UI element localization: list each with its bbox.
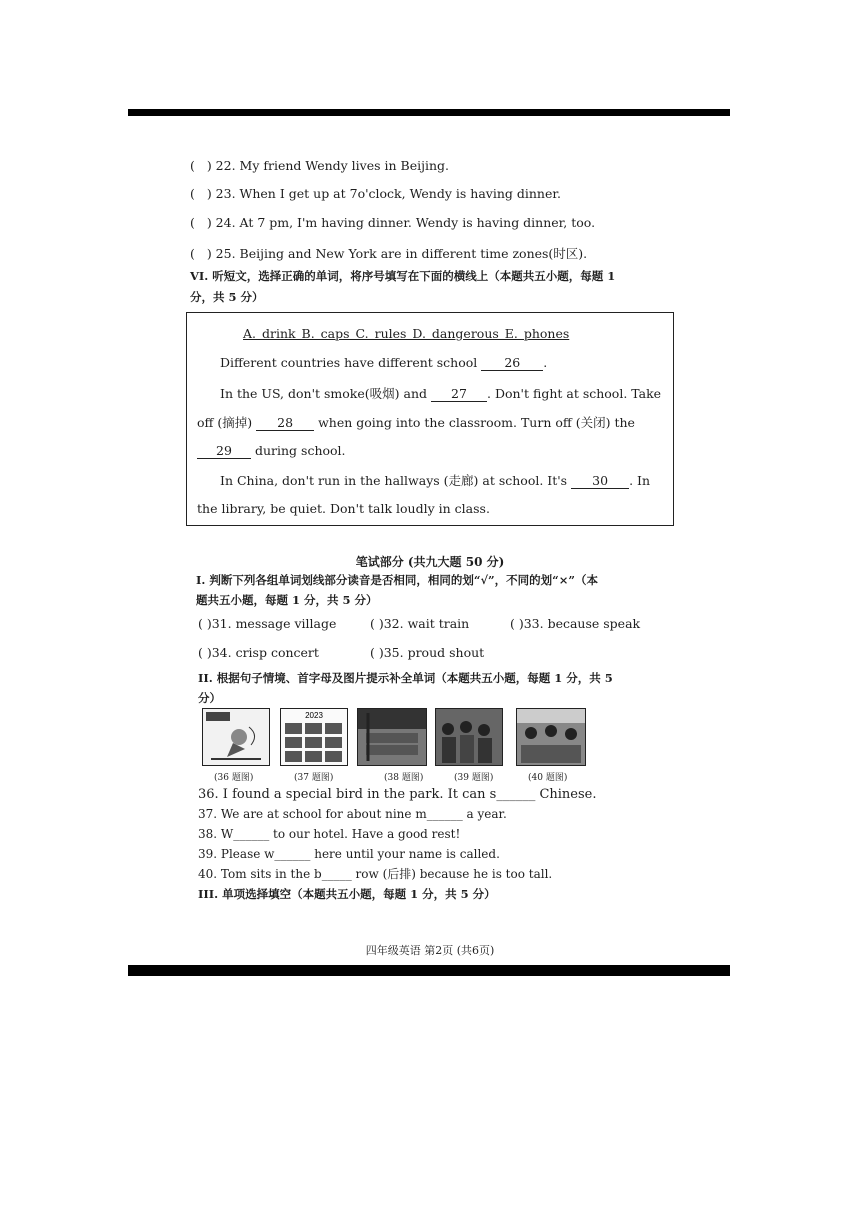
section-2-heading-cont: 分） [198, 691, 221, 705]
question-23: ( ) 23. When I get up at 7o'clock, Wendy is having dinner. [190, 186, 561, 201]
picture-label-38: (38 题图) [384, 773, 424, 783]
passage-line-5: In China, don't run in the hallways (走廊) at school. It's 30 . In [220, 473, 651, 488]
blank-30: 30 [571, 473, 629, 489]
page-footer: 四年级英语 第2页 (共6页) [365, 944, 495, 957]
word-bank: A. drink B. caps C. rules D. dangerous E. phones [243, 326, 570, 341]
blank-26: 26 [481, 355, 543, 371]
question-22: ( ) 22. My friend Wendy lives in Beijing. [190, 158, 450, 173]
question-32: ( )32. wait train [370, 616, 470, 631]
question-35: ( )35. proud shout [370, 645, 485, 660]
question-25: ( ) 25. Beijing and New York are in different time zones(时区). [190, 246, 588, 261]
waiting-people-picture [435, 708, 503, 766]
question-31: ( )31. message village [198, 616, 337, 631]
question-38: 38. W______ to our hotel. Have a good rest! [198, 827, 461, 841]
passage-line-3: off (摘掉) 28 when going into the classroom. Turn off (关闭) the [197, 415, 635, 430]
bottom-rule [128, 965, 730, 976]
written-part-title: 笔试部分 (共九大题 50 分) [355, 555, 505, 569]
question-24: ( ) 24. At 7 pm, I'm having dinner. Wendy is having dinner, too. [190, 215, 596, 230]
blank-28: 28 [256, 415, 314, 431]
picture-label-36: (36 题图) [214, 773, 254, 783]
calendar-year: 2023 [305, 711, 323, 720]
picture-label-37: (37 题图) [294, 773, 334, 783]
bird-picture [202, 708, 270, 766]
calendar-picture [280, 708, 348, 766]
question-40: 40. Tom sits in the b_____ row (后排) because he is too tall. [198, 867, 553, 881]
passage-line-6: the library, be quiet. Don't talk loudly in class. [197, 501, 490, 516]
classroom-picture [516, 708, 586, 766]
question-33: ( )33. because speak [510, 616, 641, 631]
hotel-picture [357, 708, 427, 766]
question-39: 39. Please w______ here until your name is called. [198, 847, 500, 861]
passage-line-2: In the US, don't smoke(吸烟) and 27 . Don't fight at school. Take [220, 386, 662, 401]
passage-line-4: 29 during school. [197, 443, 346, 459]
section-1-heading-cont: 题共五小题，每题 1 分，共 5 分） [196, 593, 378, 607]
section-1-heading: I. 判断下列各组单词划线部分读音是否相同，相同的划“√”，不同的划“×”（本 [196, 573, 599, 587]
picture-label-39: (39 题图) [454, 773, 494, 783]
blank-27: 27 [431, 386, 487, 402]
section-6-heading-cont: 分，共 5 分） [190, 290, 264, 304]
question-37: 37. We are at school for about nine m______ a year. [198, 807, 507, 821]
section-2-heading: II. 根据句子情境、首字母及图片提示补全单词（本题共五小题，每题 1 分，共 5 [198, 671, 613, 685]
question-36: 36. I found a special bird in the park. It can s______ Chinese. [198, 787, 597, 802]
section-3-heading: III. 单项选择填空（本题共五小题，每题 1 分，共 5 分） [198, 887, 496, 901]
passage-line-1: Different countries have different school 26 . [220, 355, 548, 370]
blank-29: 29 [197, 443, 251, 459]
question-34: ( )34. crisp concert [198, 645, 319, 660]
picture-label-40: (40 题图) [528, 773, 568, 783]
top-rule [128, 109, 730, 116]
section-6-heading: VI. 听短文，选择正确的单词，将序号填写在下面的横线上（本题共五小题，每题 1 [190, 269, 616, 283]
